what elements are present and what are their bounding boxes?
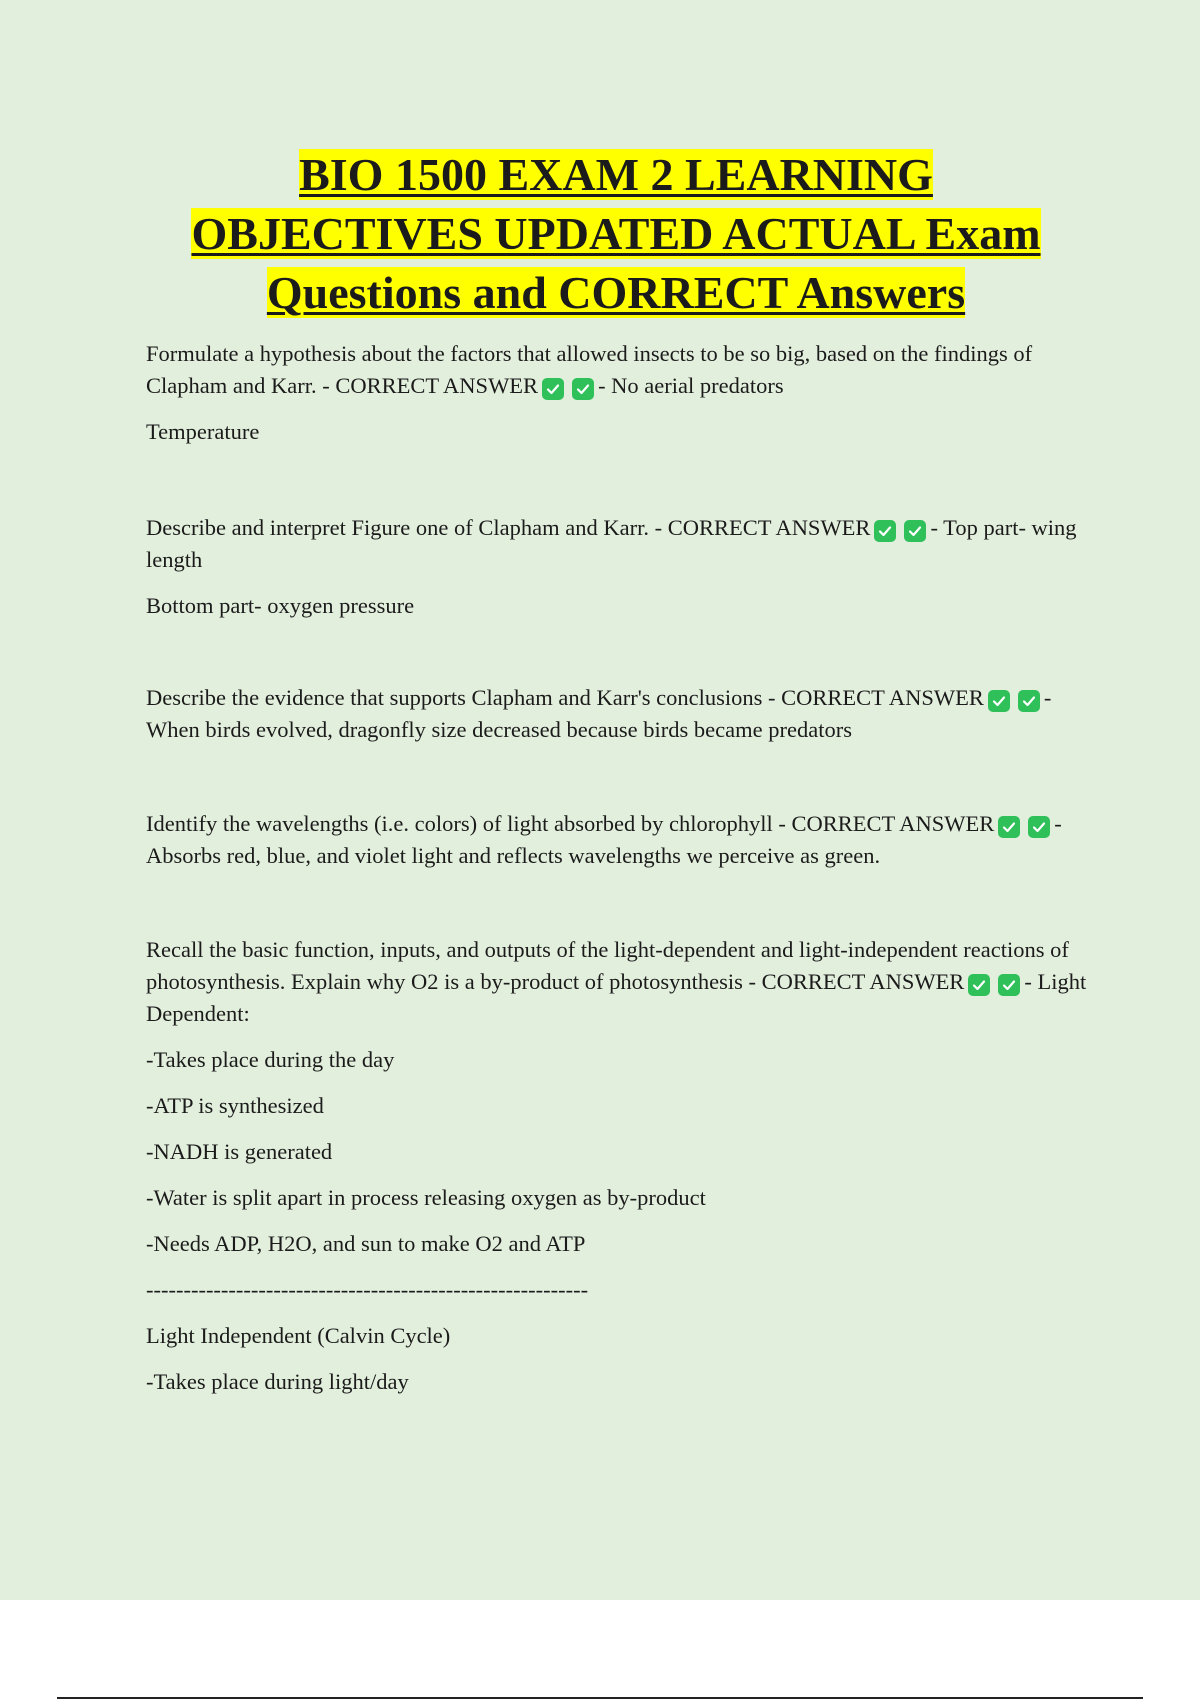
answer-line: -Needs ADP, H2O, and sun to make O2 and ATP <box>146 1231 586 1256</box>
answer-line: Light Independent (Calvin Cycle) <box>146 1323 451 1348</box>
qa-item <box>146 682 1096 746</box>
answer-line: -Takes place during light/day <box>146 1369 409 1394</box>
answer-line: -NADH is generated <box>146 1139 333 1164</box>
question-text: Recall the basic function, inputs, and outputs of the light-dependent and light-independent reactions of photosynthesis. Explain why O2 is a by-product of photosynthesis - CORRECT ANSWER <box>146 937 1069 994</box>
check-mark-icon <box>1018 690 1040 712</box>
answer-text: - Top part- wing length <box>146 515 1077 572</box>
answer-line: -ATP is synthesized <box>146 1093 324 1118</box>
qa-item <box>146 808 1096 872</box>
qa-item <box>146 338 1096 402</box>
check-mark-icon <box>874 520 896 542</box>
answer-line: Temperature <box>146 419 260 444</box>
title-line-2: OBJECTIVES UPDATED ACTUAL Exam <box>191 208 1041 259</box>
footer-rule <box>57 1697 1143 1699</box>
check-mark-icon <box>572 378 594 400</box>
check-mark-icon <box>968 974 990 996</box>
check-mark-icon <box>988 690 1010 712</box>
document-body <box>146 338 1096 1398</box>
question-text: Identify the wavelengths (i.e. colors) of light absorbed by chlorophyll - CORRECT ANSWER <box>146 811 995 836</box>
question-text: Describe and interpret Figure one of Clapham and Karr. - CORRECT ANSWER <box>146 515 871 540</box>
check-mark-icon <box>542 378 564 400</box>
question-text: Describe the evidence that supports Clapham and Karr's conclusions - CORRECT ANSWER <box>146 685 984 710</box>
qa-item <box>146 512 1096 576</box>
answer-text: - No aerial predators <box>598 373 784 398</box>
check-mark-icon <box>998 816 1020 838</box>
answer-line: -Water is split apart in process releasing oxygen as by-product <box>146 1185 706 1210</box>
title-line-1: BIO 1500 EXAM 2 LEARNING <box>299 149 933 200</box>
qa-item <box>146 934 1096 1030</box>
check-mark-icon <box>998 974 1020 996</box>
answer-line: -Takes place during the day <box>146 1047 395 1072</box>
question-text: Formulate a hypothesis about the factors that allowed insects to be so big, based on the findings of Clapham and Karr. - CORRECT ANSWER <box>146 341 1033 398</box>
answer-text: - When birds evolved, dragonfly size decreased because birds became predators <box>146 685 1052 742</box>
answer-text: - Light Dependent: <box>146 969 1087 1026</box>
check-mark-icon <box>1028 816 1050 838</box>
title-line-3: Questions and CORRECT Answers <box>266 267 966 318</box>
check-mark-icon <box>904 520 926 542</box>
answer-text: - Absorbs red, blue, and violet light and reflects wavelengths we perceive as green. <box>146 811 1062 868</box>
document-title <box>120 145 1112 322</box>
answer-line: Bottom part- oxygen pressure <box>146 593 415 618</box>
separator-line: ----------------------------------------------------------- <box>146 1277 589 1302</box>
